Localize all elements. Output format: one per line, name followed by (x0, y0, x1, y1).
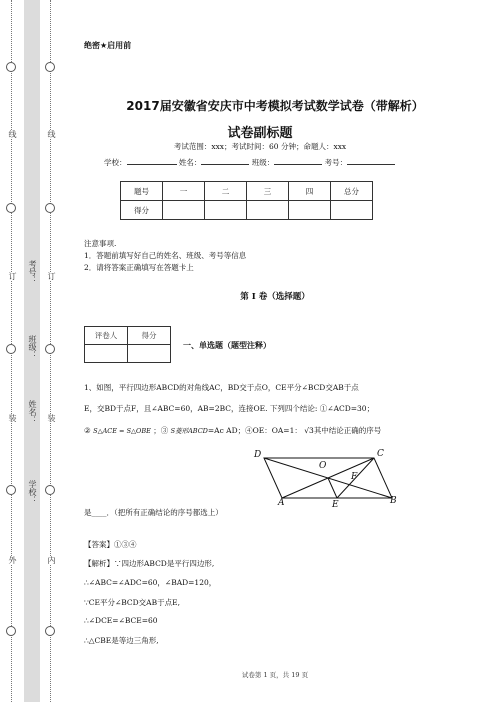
grader-cell[interactable] (85, 345, 128, 363)
secret-label: 绝密★启用前 (84, 41, 132, 50)
point-label-o: O (319, 461, 327, 471)
answer-line: 【答案】①③④ (84, 540, 137, 549)
question-text: ② S△ACE = S△OBE ；③ S菱形ABCD=Ac AD；④OE：OA=1： √3其中结论正确的序号 (84, 426, 382, 435)
score-table-header: 三 (247, 182, 289, 201)
binding-hole-icon (45, 62, 55, 72)
analysis-line: ∵CE平分∠BCD交AB于点E, (84, 598, 180, 607)
score-table-header-row (121, 182, 373, 201)
binding-margin-outer (0, 0, 24, 702)
margin-label-outer: 线 (8, 130, 17, 138)
parallelogram-figure (250, 450, 410, 512)
binding-hole-icon (6, 485, 16, 495)
margin-label-outer: 外 (8, 556, 17, 564)
score-cell[interactable] (163, 201, 205, 220)
margin-label-inner: 线 (47, 130, 56, 138)
margin-label-inner: 订 (47, 272, 56, 280)
analysis-line: ∴∠ABC=∠ADC=60，∠BAD=120， (84, 578, 217, 587)
score-cell[interactable] (205, 201, 247, 220)
analysis-line: 【解析】∵四边形ABCD是平行四边形, (84, 559, 215, 568)
student-label-name: 姓名： (28, 400, 37, 424)
score-table (120, 181, 373, 220)
binding-hole-icon (6, 626, 16, 636)
student-info-line (104, 157, 395, 168)
score-table-header: 题号 (121, 182, 163, 201)
binding-hole-icon (6, 62, 16, 72)
grader-table (84, 326, 171, 363)
student-label-class: 班级： (28, 335, 37, 359)
formula-area-equality: S△ACE = S△OBE (93, 427, 151, 435)
point-label-d: D (254, 450, 262, 460)
score-table-header: 一 (163, 182, 205, 201)
sqrt-symbol: √3 (304, 426, 314, 435)
margin-label-outer: 装 (8, 414, 17, 422)
margin-label-inner: 内 (47, 556, 56, 564)
score-cell[interactable] (289, 201, 331, 220)
notes-item: 2．请将答案正确填写在答题卡上 (84, 263, 194, 272)
class-label: 班级： (251, 158, 275, 167)
point-label-a: A (278, 498, 285, 508)
student-label-id: 考号： (28, 260, 37, 284)
notes-title: 注意事项. (84, 239, 117, 248)
point-label-f: F (351, 472, 358, 482)
student-label-school: 学校： (28, 480, 37, 504)
formula-rhombus-area: S菱形ABCD (170, 427, 208, 435)
question-text: E，交BD于点F，且∠ABC=60，AB=2BC，连接OE. 下列四个结论: ①∠ACD=30； (84, 404, 375, 413)
point-label-c: C (377, 449, 384, 459)
section-title: 第 I 卷（选择题） (240, 292, 310, 302)
grader-score-cell[interactable] (128, 345, 171, 363)
margin-label-inner: 装 (47, 414, 56, 422)
binding-hole-icon (45, 344, 55, 354)
binding-hole-icon (6, 203, 16, 213)
notes-item: 1．答题前填写好自己的姓名、班级、考号等信息 (84, 251, 247, 260)
score-row-label: 得分 (121, 201, 163, 220)
binding-hole-icon (45, 203, 55, 213)
exam-meta: 考试范围：xxx；考试时间：60 分钟；命题人：xxx (173, 142, 347, 151)
segment-oe (328, 478, 337, 498)
grader-score-label: 得分 (128, 327, 171, 345)
score-cell[interactable] (331, 201, 373, 220)
question-text: 1、如图，平行四边形ABCD的对角线AC，BD交于点O，CE平分∠BCD交AB于点 (84, 383, 359, 392)
analysis-line: ∴△CBE是等边三角形, (84, 636, 159, 645)
score-cell[interactable] (247, 201, 289, 220)
point-label-b: B (390, 496, 397, 506)
exam-subtitle: 试卷副标题 (227, 126, 293, 141)
score-table-row (121, 201, 373, 220)
binding-margin-inner (40, 0, 60, 702)
name-label: 姓名： (178, 158, 202, 167)
id-label: 考号： (324, 158, 348, 167)
question-text: 是____．（把所有正确结论的序号都选上） (84, 508, 223, 517)
score-table-header: 总分 (331, 182, 373, 201)
school-label: 学校： (104, 158, 127, 167)
grader-label: 评卷人 (85, 327, 128, 345)
margin-label-outer: 订 (8, 272, 17, 280)
binding-gutter (24, 0, 40, 702)
binding-hole-icon (45, 626, 55, 636)
binding-hole-icon (6, 344, 16, 354)
binding-hole-icon (45, 485, 55, 495)
notes-block (84, 238, 246, 274)
page-footer: 试卷第 1 页，共 19 页 (241, 671, 309, 679)
score-table-header: 二 (205, 182, 247, 201)
point-label-e: E (332, 500, 339, 510)
score-table-header: 四 (289, 182, 331, 201)
question-type-heading: 一、单选题（题型注释） (183, 341, 271, 350)
exam-title: 2017届安徽省安庆市中考模拟考试数学试卷（带解析） (126, 99, 424, 113)
analysis-line: ∴∠DCE=∠BCE=60 (84, 616, 158, 625)
